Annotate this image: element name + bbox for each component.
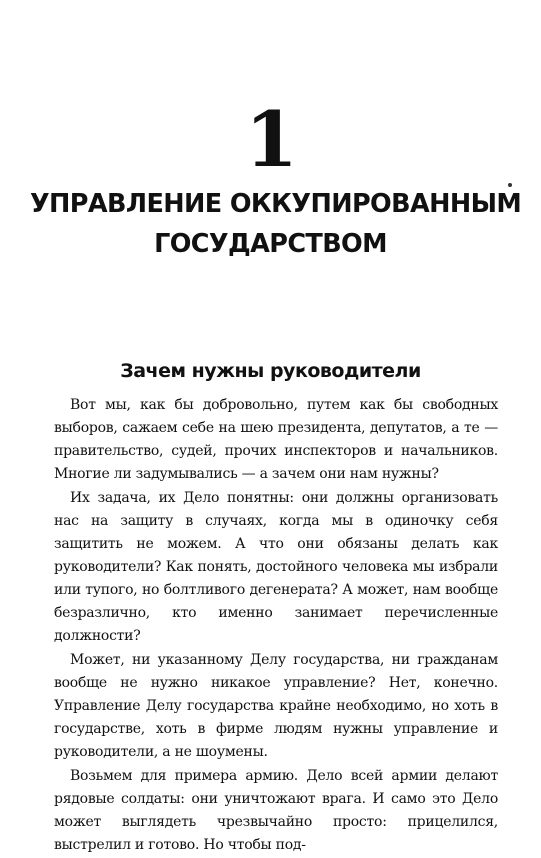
section-heading: Зачем нужны руководители <box>120 360 421 382</box>
chapter-title-line: ГОСУДАРСТВОМ <box>154 229 387 259</box>
paragraph: Вот мы, как бы добровольно, путем как бы свободных выборов, сажаем себе на шею президента, депутатов, а те — правительство, судей, прочих инспекторов и начальников. Многие ли задумывались — а зачем они нам нужны? <box>54 397 498 482</box>
paragraph: Может, ни указанному Делу государства, ни гражданам вообще не нужно никакое управление? Нет, конечно. Управление Делу государства крайне необходимо, но хоть в государстве, хоть в фирме людям нужны управление и руководители, а не шоумены. <box>54 652 498 760</box>
body-text <box>54 394 498 858</box>
chapter-title <box>30 184 522 264</box>
chapter-title-line: УПРАВЛЕНИЕ ОККУПИРОВАННЫМ <box>30 189 522 219</box>
paragraph: Их задача, их Дело понятны: они должны организовать нас на защиту в случаях, когда мы в одиночку себя защитить не можем. А что они обязаны делать как руководители? Как понять, достойного человека мы избрали или тупого, но болтливого дегенерата? А может, нам вообще безразлично, кто именно занимает перечисленные должности? <box>54 490 498 644</box>
paragraph: Возьмем для примера армию. Дело всей армии делают рядовые солдаты: они уничтожают врага. И само это Дело может выглядеть чрезвычайно просто: прицелился, выстрелил и готово. Но чтобы под- <box>54 768 498 853</box>
chapter-number: 1 <box>245 95 296 184</box>
print-speck <box>508 183 512 187</box>
